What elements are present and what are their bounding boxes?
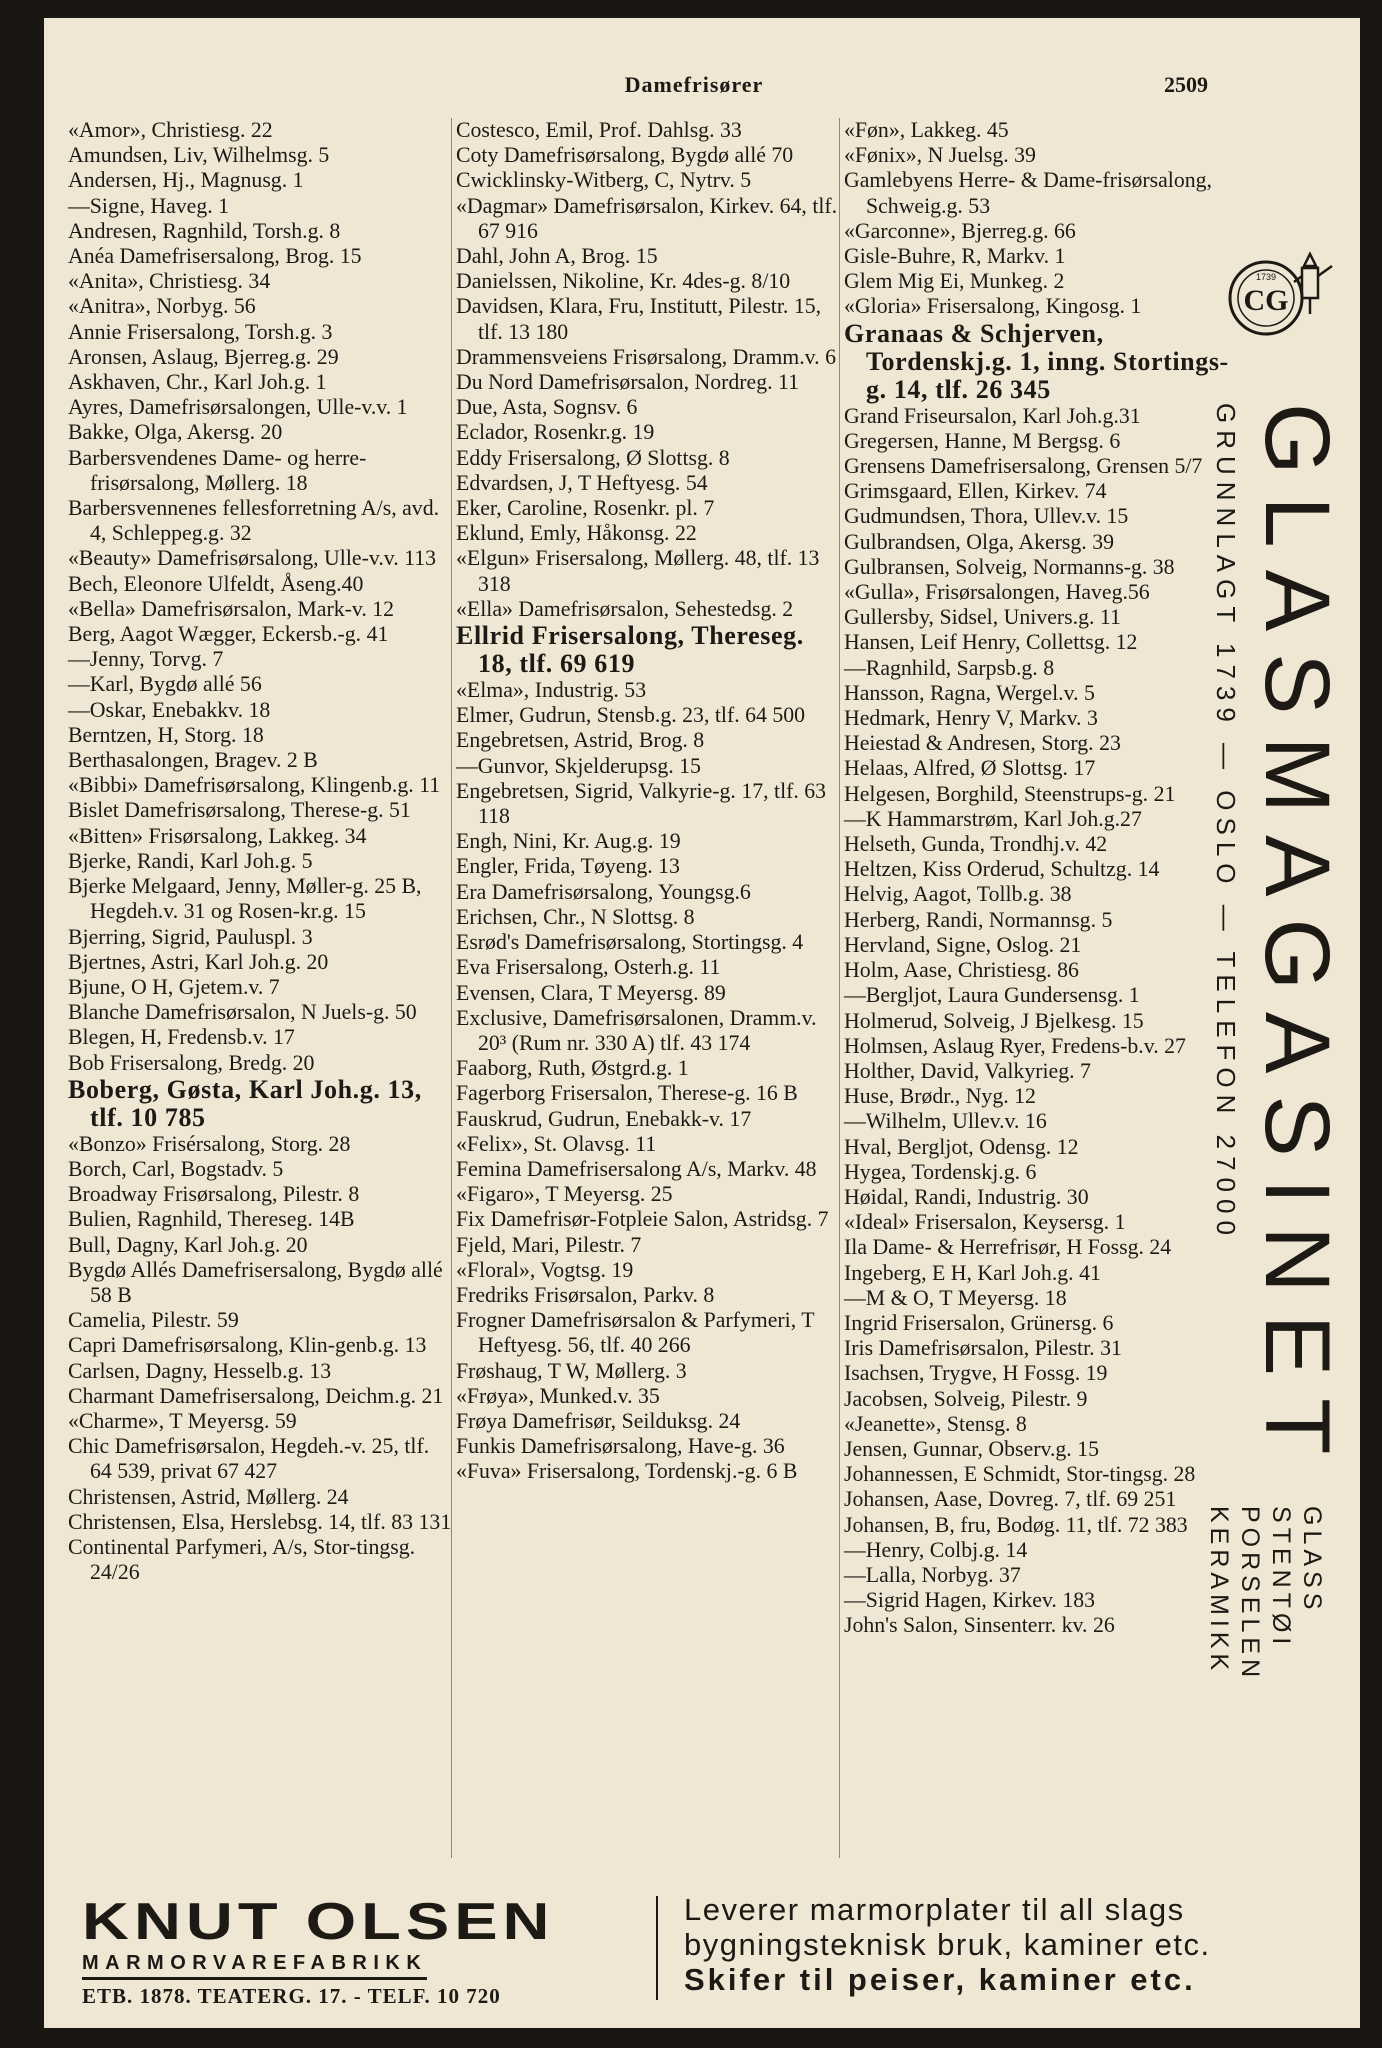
directory-entry: Helseth, Gunda, Trondhj.v. 42 xyxy=(844,832,1108,857)
directory-entry: Andersen, Hj., Magnusg. 1 xyxy=(68,168,304,193)
directory-entry: Gregersen, Hanne, M Bergsg. 6 xyxy=(844,428,1121,453)
ad-line: Leverer marmorplater til all slags xyxy=(684,1892,1185,1927)
directory-entry: «Jeanette», Stensg. 8 xyxy=(844,1411,1027,1436)
directory-entry: Cwicklinsky-Witberg, C, Nytrv. 5 xyxy=(456,168,752,193)
directory-entry: «Felix», St. Olavsg. 11 xyxy=(456,1131,657,1156)
ad-line: Skifer til peiser, kaminer etc. xyxy=(684,1962,1196,1997)
directory-entry: Bislet Damefrisørsalong, Therese-g. 51 xyxy=(68,798,411,823)
directory-entry: Era Damefrisørsalong, Youngsg.6 xyxy=(456,879,751,904)
directory-entry: Du Nord Damefrisørsalon, Nordreg. 11 xyxy=(456,370,800,395)
directory-entry: —Gunvor, Skjelderupsg. 15 xyxy=(456,753,701,778)
directory-entry: Hervland, Signe, Oslog. 21 xyxy=(844,932,1082,957)
directory-entry: John's Salon, Sinsenterr. kv. 26 xyxy=(844,1613,1115,1638)
directory-entry: Christensen, Astrid, Møllerg. 24 xyxy=(68,1484,349,1509)
directory-entry: Gulbransen, Solveig, Normanns-g. 38 xyxy=(844,554,1175,579)
directory-entry: Fauskrud, Gudrun, Enebakk-v. 17 xyxy=(456,1106,752,1131)
directory-entry: «Dagmar» Damefrisørsalon, Kirkev. 64, tlf. 67 916 xyxy=(456,193,838,243)
directory-entry: Ila Dame- & Herrefrisør, H Fossg. 24 xyxy=(844,1235,1172,1260)
directory-entry: Holther, David, Valkyrieg. 7 xyxy=(844,1058,1091,1083)
directory-entry: Frøya Damefrisør, Seilduksg. 24 xyxy=(456,1408,741,1433)
directory-entry: Due, Asta, Sognsv. 6 xyxy=(456,395,638,420)
directory-column-3 xyxy=(844,118,1229,1639)
directory-entry: Herberg, Randi, Normannsg. 5 xyxy=(844,907,1113,932)
directory-entry: Gullersby, Sidsel, Univers.g. 11 xyxy=(844,605,1121,630)
directory-entry: Helaas, Alfred, Ø Slottsg. 17 xyxy=(844,756,1096,781)
directory-entry: Bakke, Olga, Akersg. 20 xyxy=(68,420,283,445)
directory-entry: Costesco, Emil, Prof. Dahlsg. 33 xyxy=(456,118,742,142)
directory-entry: «Garconne», Bjerreg.g. 66 xyxy=(844,218,1076,243)
directory-entry: Johannessen, E Schmidt, Stor-tingsg. 28 xyxy=(844,1462,1196,1487)
directory-entry: Aronsen, Aslaug, Bjerreg.g. 29 xyxy=(68,344,339,369)
directory-entry: Broadway Frisørsalong, Pilestr. 8 xyxy=(68,1182,360,1207)
directory-entry: Fredriks Frisørsalon, Parkv. 8 xyxy=(456,1282,715,1307)
product-porselen: PORSELEN xyxy=(1236,1506,1264,1683)
directory-entry: Frøshaug, T W, Møllerg. 3 xyxy=(456,1358,687,1383)
directory-entry: Bjerke Melgaard, Jenny, Møller-g. 25 B, Hegdeh.v. 31 og Rosen-kr.g. 15 xyxy=(68,874,422,924)
directory-entry: Esrød's Damefrisørsalong, Stortingsg. 4 xyxy=(456,930,804,955)
directory-entry: «Elma», Industrig. 53 xyxy=(456,678,647,703)
directory-entry: Engler, Frida, Tøyeng. 13 xyxy=(456,854,680,879)
directory-entry: «Elgun» Frisersalong, Møllerg. 48, tlf. 13 318 xyxy=(456,546,820,596)
directory-entry: Grand Friseursalon, Karl Joh.g.31 xyxy=(844,403,1141,428)
directory-entry: —K Hammarstrøm, Karl Joh.g.27 xyxy=(844,806,1142,831)
directory-entry: «Gloria» Frisersalong, Kingosg. 1 xyxy=(844,294,1142,319)
directory-entry: «Bitten» Frisørsalong, Lakkeg. 34 xyxy=(68,823,367,848)
directory-entry: «Fuva» Frisersalong, Tordenskj.-g. 6 B xyxy=(456,1459,798,1484)
directory-column-2 xyxy=(456,118,841,1485)
directory-entry: —Henry, Colbj.g. 14 xyxy=(844,1537,1028,1562)
directory-entry: Davidsen, Klara, Fru, Institutt, Pilestr. 15, tlf. 13 180 xyxy=(456,294,822,344)
directory-entry: —Ragnhild, Sarpsb.g. 8 xyxy=(844,655,1055,680)
directory-entry: Holmsen, Aslaug Ryer, Fredens-b.v. 27 xyxy=(844,1033,1186,1058)
directory-entry: —Oskar, Enebakkv. 18 xyxy=(68,697,271,722)
directory-entry: Exclusive, Damefrisørsalonen, Dramm.v. 20³ (Rum nr. 330 A) tlf. 43 174 xyxy=(456,1005,817,1055)
directory-entry: «Ella» Damefrisørsalon, Sehestedsg. 2 xyxy=(456,596,794,621)
ad-divider xyxy=(656,1896,658,2000)
directory-entry: Funkis Damefrisørsalong, Have-g. 36 xyxy=(456,1434,785,1459)
directory-entry: Hedmark, Henry V, Markv. 3 xyxy=(844,706,1098,731)
directory-entry: Eklund, Emly, Håkonsg. 22 xyxy=(456,521,697,546)
directory-entry: Berthasalongen, Bragev. 2 B xyxy=(68,748,318,773)
directory-entry: Hansen, Leif Henry, Collettsg. 12 xyxy=(844,630,1138,655)
ad-description xyxy=(684,1892,1211,1997)
directory-entry: —Karl, Bygdø allé 56 xyxy=(68,672,262,697)
directory-entry: Drammensveiens Frisørsalong, Dramm.v. 6 xyxy=(456,344,836,369)
page-title: Damefrisører xyxy=(624,72,764,97)
page-number: 2509 xyxy=(1164,72,1208,97)
directory-entry: Eddy Frisersalong, Ø Slottsg. 8 xyxy=(456,445,730,470)
directory-entry: Grimsgaard, Ellen, Kirkev. 74 xyxy=(844,479,1107,504)
directory-entry: Hygea, Tordenskj.g. 6 xyxy=(844,1159,1037,1184)
directory-entry: Engebretsen, Astrid, Brog. 8 xyxy=(456,728,705,753)
directory-entry: Evensen, Clara, T Meyersg. 89 xyxy=(456,980,726,1005)
directory-entry: Isachsen, Trygve, H Fossg. 19 xyxy=(844,1361,1108,1386)
product-glass: GLASS xyxy=(1298,1506,1326,1615)
ad-line: bygningsteknisk bruk, kaminer etc. xyxy=(684,1927,1211,1962)
directory-entry: «Amor», Christiesg. 22 xyxy=(68,118,273,142)
directory-entry: Charmant Damefrisersalong, Deichm.g. 21 xyxy=(68,1383,444,1408)
directory-entry: Fjeld, Mari, Pilestr. 7 xyxy=(456,1232,642,1257)
directory-entry: Bygdø Allés Damefrisersalong, Bygdø allé 58 B xyxy=(68,1257,443,1307)
directory-entry: «Gulla», Frisørsalongen, Haveg.56 xyxy=(844,580,1150,605)
directory-entry: Engh, Nini, Kr. Aug.g. 19 xyxy=(456,829,681,854)
directory-entry: Coty Damefrisørsalong, Bygdø allé 70 xyxy=(456,143,794,168)
directory-entry: «Anitra», Norbyg. 56 xyxy=(68,294,256,319)
directory-entry: «Bella» Damefrisørsalon, Mark-v. 12 xyxy=(68,596,395,621)
directory-entry: «Frøya», Munked.v. 35 xyxy=(456,1383,660,1408)
directory-entry: Holm, Aase, Christiesg. 86 xyxy=(844,958,1079,983)
directory-entry: Femina Damefrisersalong A/s, Markv. 48 xyxy=(456,1156,817,1181)
directory-entry: Glem Mig Ei, Munkeg. 2 xyxy=(844,269,1065,294)
directory-entry: Amundsen, Liv, Wilhelmsg. 5 xyxy=(68,143,330,168)
directory-entry: Blanche Damefrisørsalon, N Juels-g. 50 xyxy=(68,1000,417,1025)
directory-entry: —M & O, T Meyersg. 18 xyxy=(844,1285,1067,1310)
directory-entry: Helvig, Aagot, Tollb.g. 38 xyxy=(844,882,1072,907)
directory-entry: Johansen, Aase, Dovreg. 7, tlf. 69 251 xyxy=(844,1487,1177,1512)
directory-entry: Bjertnes, Astri, Karl Joh.g. 20 xyxy=(68,949,329,974)
directory-entry: «Ideal» Frisersalon, Keysersg. 1 xyxy=(844,1210,1126,1235)
product-stentoi: STENTØI xyxy=(1267,1506,1295,1650)
directory-entry: Heiestad & Andresen, Storg. 23 xyxy=(844,731,1121,756)
directory-entry: Gamlebyens Herre- & Dame-frisørsalong, Schweig.g. 53 xyxy=(844,168,1212,218)
directory-entry: Eker, Caroline, Rosenkr. pl. 7 xyxy=(456,496,715,521)
logo-text: CG xyxy=(1243,284,1289,317)
directory-entry: Faaborg, Ruth, Østgrd.g. 1 xyxy=(456,1056,689,1081)
directory-entry: —Bergljot, Laura Gundersensg. 1 xyxy=(844,983,1140,1008)
ad-company-subtitle: MARMORVAREFABRIKK xyxy=(82,1952,427,1980)
directory-entry: Bulien, Ragnhild, Thereseg. 14B xyxy=(68,1207,355,1232)
directory-entry: «Fønix», N Juelsg. 39 xyxy=(844,143,1036,168)
directory-entry: Danielssen, Nikoline, Kr. 4des-g. 8/10 xyxy=(456,269,791,294)
directory-entry: Ayres, Damefrisørsalongen, Ulle-v.v. 1 xyxy=(68,395,408,420)
directory-entry: Capri Damefrisørsalong, Klin-genb.g. 13 xyxy=(68,1333,427,1358)
directory-entry: «Føn», Lakkeg. 45 xyxy=(844,118,1009,142)
directory-entry: «Charme», T Meyersg. 59 xyxy=(68,1408,297,1433)
ad-company-address: ETB. 1878. TEATERG. 17. - TELF. 10 720 xyxy=(82,1984,501,2008)
directory-entry: Eva Frisersalong, Osterh.g. 11 xyxy=(456,955,721,980)
directory-entry: Gudmundsen, Thora, Ullev.v. 15 xyxy=(844,504,1129,529)
knut-olsen-advertisement xyxy=(44,1890,1360,2008)
directory-entry: Granaas & Schjerven, Tordenskj.g. 1, inng. Stortings-g. 14, tlf. 26 345 xyxy=(844,318,1229,404)
directory-entry: «Beauty» Damefrisørsalong, Ulle-v.v. 113 xyxy=(68,546,437,571)
directory-entry: Blegen, H, Fredensb.v. 17 xyxy=(68,1025,295,1050)
directory-entry: —Signe, Haveg. 1 xyxy=(68,193,230,218)
directory-entry: Berg, Aagot Wægger, Eckersb.-g. 41 xyxy=(68,622,389,647)
directory-entry: Borch, Carl, Bogstadv. 5 xyxy=(68,1156,284,1181)
glasmagasinet-products xyxy=(1204,1506,1326,1766)
directory-page xyxy=(44,18,1360,2028)
logo-year: 1739 xyxy=(1255,272,1277,282)
directory-entry: Frogner Damefrisørsalon & Parfymeri, T Heftyesg. 56, tlf. 40 266 xyxy=(456,1308,815,1358)
directory-entry: Engebretsen, Sigrid, Valkyrie-g. 17, tlf. 63 118 xyxy=(456,778,827,829)
directory-entry: Høidal, Randi, Industrig. 30 xyxy=(844,1184,1089,1209)
directory-entry: «Anita», Christiesg. 34 xyxy=(68,269,271,294)
directory-entry: Bjerke, Randi, Karl Joh.g. 5 xyxy=(68,848,313,873)
directory-entry: Askhaven, Chr., Karl Joh.g. 1 xyxy=(68,370,327,395)
directory-entry: Holmerud, Solveig, J Bjelkesg. 15 xyxy=(844,1008,1144,1033)
directory-entry: Bech, Eleonore Ulfeldt, Åseng.40 xyxy=(68,571,364,596)
directory-entry: Continental Parfymeri, A/s, Stor-tingsg. 24/26 xyxy=(68,1534,416,1585)
directory-entry: Chic Damefrisørsalon, Hegdeh.-v. 25, tlf. 64 539, privat 67 427 xyxy=(68,1434,430,1484)
directory-entry: «Bibbi» Damefrisørsalong, Klingenb.g. 11 xyxy=(68,773,441,798)
directory-entry: Jensen, Gunnar, Observ.g. 15 xyxy=(844,1436,1099,1461)
directory-entry: Christensen, Elsa, Herslebsg. 14, tlf. 83 131 xyxy=(68,1509,452,1534)
directory-entry: Bjune, O H, Gjetem.v. 7 xyxy=(68,974,280,999)
directory-entry: Edvardsen, J, T Heftyesg. 54 xyxy=(456,470,708,495)
directory-entry: Ellrid Frisersalong, Thereseg. 18, tlf. 69 619 xyxy=(456,621,804,679)
directory-entry: «Floral», Vogtsg. 19 xyxy=(456,1257,634,1282)
directory-entry: Heltzen, Kiss Orderud, Schultzg. 14 xyxy=(844,857,1160,882)
directory-entry: Johansen, B, fru, Bodøg. 11, tlf. 72 383 xyxy=(844,1512,1188,1537)
directory-entry: Bjerring, Sigrid, Pauluspl. 3 xyxy=(68,924,313,949)
directory-entry: «Bonzo» Frisérsalong, Storg. 28 xyxy=(68,1131,351,1156)
directory-entry: Barbersvendenes Dame- og herre-frisørsalong, Møllerg. 18 xyxy=(68,445,367,495)
directory-entry: Fix Damefrisør-Fotpleie Salon, Astridsg. 7 xyxy=(456,1207,829,1232)
product-keramikk: KERAMIKK xyxy=(1205,1506,1233,1676)
directory-entry: Huse, Brødr., Nyg. 12 xyxy=(844,1084,1036,1109)
directory-entry: —Jenny, Torvg. 7 xyxy=(68,647,224,672)
directory-entry: Hansson, Ragna, Wergel.v. 5 xyxy=(844,680,1095,705)
glasmagasinet-logo-icon xyxy=(1224,236,1342,354)
directory-entry: Gulbrandsen, Olga, Akersg. 39 xyxy=(844,529,1114,554)
directory-entry: —Sigrid Hagen, Kirkev. 183 xyxy=(844,1588,1096,1613)
directory-entry: Iris Damefrisørsalon, Pilestr. 31 xyxy=(844,1336,1122,1361)
directory-entry: «Figaro», T Meyersg. 25 xyxy=(456,1182,673,1207)
directory-entry: Berntzen, H, Storg. 18 xyxy=(68,722,264,747)
directory-entry: Ingrid Frisersalon, Grünersg. 6 xyxy=(844,1310,1114,1335)
ad-company-name: KNUT OLSEN xyxy=(82,1893,555,1951)
directory-entry: Jacobsen, Solveig, Pilestr. 9 xyxy=(844,1386,1088,1411)
directory-entry: Bob Frisersalong, Bredg. 20 xyxy=(68,1050,315,1075)
directory-entry: Barbersvennenes fellesforretning A/s, avd. 4, Schleppeg.g. 32 xyxy=(68,496,440,546)
directory-entry: Boberg, Gøsta, Karl Joh.g. 13, tlf. 10 785 xyxy=(68,1074,422,1132)
glasmagasinet-name: GLASMAGASINET xyxy=(1246,403,1348,1477)
glasmagasinet-tagline: GRUNNLAGT 1739 — OSLO — TELEFON 27000 xyxy=(1211,403,1241,1242)
directory-entry: Gisle-Buhre, R, Markv. 1 xyxy=(844,244,1066,269)
directory-entry: Hval, Bergljot, Odensg. 12 xyxy=(844,1134,1079,1159)
directory-entry: Fagerborg Frisersalon, Therese-g. 16 B xyxy=(456,1081,798,1106)
directory-entry: —Lalla, Norbyg. 37 xyxy=(844,1562,1021,1587)
directory-entry: Elmer, Gudrun, Stensb.g. 23, tlf. 64 500 xyxy=(456,703,806,728)
directory-entry: Grensens Damefrisersalong, Grensen 5/7 xyxy=(844,454,1203,479)
directory-entry: Ingeberg, E H, Karl Joh.g. 41 xyxy=(844,1260,1101,1285)
directory-entry: Camelia, Pilestr. 59 xyxy=(68,1308,239,1333)
directory-entry: Eclador, Rosenkr.g. 19 xyxy=(456,420,655,445)
directory-column-1 xyxy=(68,118,453,1585)
directory-entry: Dahl, John A, Brog. 15 xyxy=(456,244,658,269)
directory-entry: Bull, Dagny, Karl Joh.g. 20 xyxy=(68,1232,308,1257)
directory-entry: —Wilhelm, Ullev.v. 16 xyxy=(844,1109,1047,1134)
directory-entry: Helgesen, Borghild, Steenstrups-g. 21 xyxy=(844,781,1176,806)
directory-entry: Carlsen, Dagny, Hesselb.g. 13 xyxy=(68,1358,332,1383)
directory-entry: Annie Frisersalong, Torsh.g. 3 xyxy=(68,319,333,344)
directory-entry: Andresen, Ragnhild, Torsh.g. 8 xyxy=(68,218,341,243)
directory-entry: Anéa Damefrisersalong, Brog. 15 xyxy=(68,244,362,269)
directory-entry: Erichsen, Chr., N Slottsg. 8 xyxy=(456,904,695,929)
